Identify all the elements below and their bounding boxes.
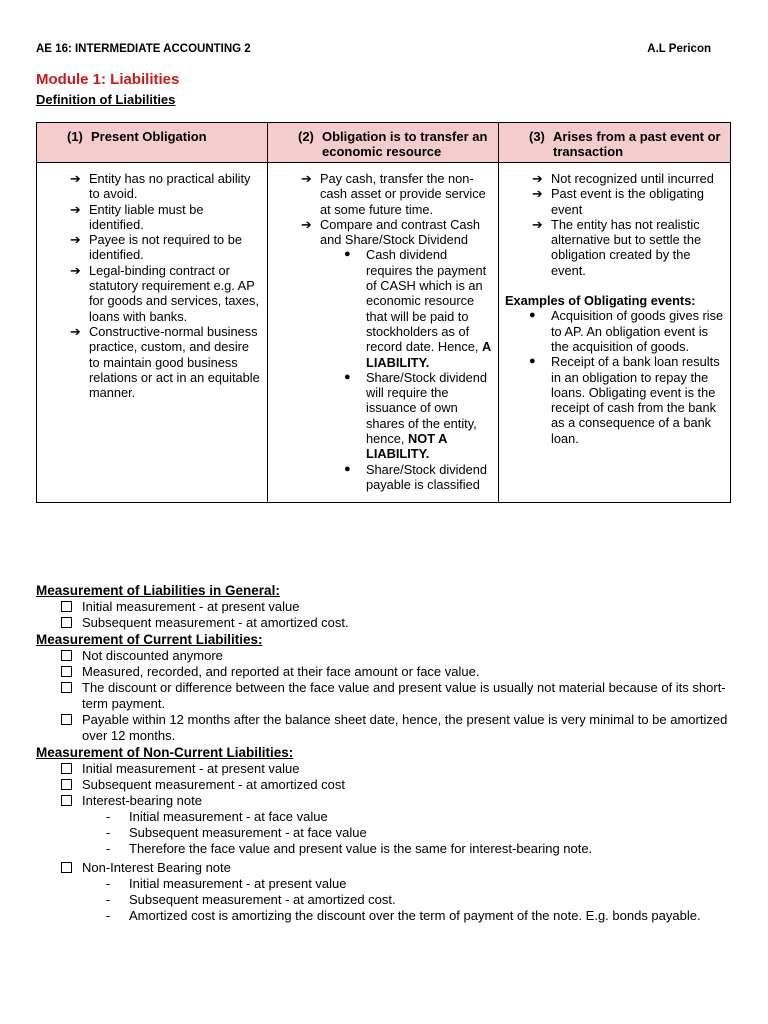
- checklist-item: Initial measurement - at present value: [36, 761, 730, 777]
- column-3-body: [499, 163, 731, 503]
- list-item: ➔ Past event is the obligating event: [532, 186, 704, 217]
- checklist-item: Subsequent measurement - at amortized cost: [36, 777, 730, 793]
- sub-item: - Subsequent measurement - at amortized cost.: [106, 892, 396, 907]
- checkbox-icon: [61, 714, 72, 725]
- arrow-icon: ➔: [70, 232, 81, 248]
- column-2-body: [268, 163, 499, 503]
- bullet-icon: ●: [529, 355, 536, 368]
- list-item: ➔ Legal-binding contract or statutory requirement e.g. AP for goods and services, taxes, loans with banks.: [70, 262, 260, 324]
- examples-title: Examples of Obligating events:: [505, 293, 696, 309]
- checkbox-icon: [61, 779, 72, 790]
- list-item: ➔ Pay cash, transfer the non-cash asset or provide service at some future time.: [301, 171, 486, 217]
- definition-title: Definition of Liabilities: [36, 92, 176, 107]
- list-item: ● Acquisition of goods gives rise to AP. An obligation event is the acquisition of goods.: [529, 308, 724, 354]
- list-item: ● Cash dividend requires the payment of CASH which is an economic resource that will be paid to stockholders as of record date. Hence, A LIABILITY.: [344, 247, 491, 370]
- arrow-icon: ➔: [70, 262, 81, 278]
- checkbox-icon: [61, 650, 72, 661]
- checkbox-icon: [61, 666, 72, 677]
- arrow-icon: ➔: [301, 171, 312, 186]
- sub-item: - Initial measurement - at face value: [106, 809, 328, 824]
- checklist-item: Non-Interest Bearing note: [36, 860, 730, 876]
- arrow-icon: ➔: [532, 186, 543, 202]
- checkbox-icon: [61, 601, 72, 612]
- course-title: AE 16: INTERMEDIATE ACCOUNTING 2: [36, 43, 251, 55]
- sub-item: - Subsequent measurement - at face value: [106, 825, 367, 840]
- checklist-item: Subsequent measurement - at amortized cost.: [36, 615, 730, 631]
- checklist-item: The discount or difference between the face value and present value is usually not material because of its short-term payment.: [36, 680, 730, 712]
- list-item: ➔ Not recognized until incurred: [532, 171, 714, 186]
- module-title: Module 1: Liabilities: [36, 71, 180, 88]
- arrow-icon: ➔: [532, 216, 543, 232]
- list-item: ➔ Payee is not required to be identified.: [70, 232, 242, 263]
- column-header-1: (1) Present Obligation: [37, 123, 268, 163]
- checkbox-icon: [61, 682, 72, 693]
- measurement-sections: [36, 582, 730, 924]
- page-header: [36, 43, 711, 55]
- list-item: ➔ Compare and contrast Cash and Share/Stock Dividend ● Cash dividend requires the payment of CASH which is an economic resource that will be paid to stockholders as of record date. Hence, A LIABILITY. ● Share/Stock dividend will require the issuance of own shares of the entity, hence, NOT A LIABILITY. ● Share/Stock dividend payable is classified: [301, 216, 491, 492]
- checkbox-icon: [61, 862, 72, 873]
- bullet-icon: ●: [529, 309, 536, 322]
- arrow-icon: ➔: [301, 216, 312, 232]
- section-title: Measurement of Current Liabilities:: [36, 632, 263, 647]
- arrow-icon: ➔: [70, 201, 81, 217]
- column-header-2: (2) Obligation is to transfer an economic resource: [268, 123, 499, 163]
- sub-item: - Therefore the face value and present value is the same for interest-bearing note.: [106, 841, 593, 856]
- list-item: ➔ Constructive-normal business practice, custom, and desire to maintain good business relations or act in an equitable manner.: [70, 323, 260, 401]
- checklist-item: Interest-bearing note: [36, 793, 730, 809]
- checklist-item: Not discounted anymore: [36, 648, 730, 664]
- column-header-3: (3) Arises from a past event or transaction: [499, 123, 731, 163]
- bullet-icon: ●: [344, 370, 351, 383]
- column-1-body: [37, 163, 268, 503]
- sub-item: - Initial measurement - at present value: [106, 876, 347, 891]
- section-title: Measurement of Liabilities in General:: [36, 583, 280, 598]
- checklist-item: Initial measurement - at present value: [36, 599, 730, 615]
- checklist-item: Payable within 12 months after the balance sheet date, hence, the present value is very minimal to be amortized over 12 months.: [36, 712, 730, 744]
- list-item: ● Receipt of a bank loan results in an obligation to repay the loans. Obligating event is the receipt of cash from the bank as a consequence of a bank loan.: [529, 354, 720, 446]
- checkbox-icon: [61, 617, 72, 628]
- list-item: ➔ Entity liable must be identified.: [70, 201, 204, 232]
- liabilities-definition-table: [36, 122, 731, 503]
- arrow-icon: ➔: [70, 171, 81, 186]
- bullet-icon: ●: [344, 248, 351, 261]
- checkbox-icon: [61, 763, 72, 774]
- checkbox-icon: [61, 795, 72, 806]
- section-title: Measurement of Non-Current Liabilities:: [36, 745, 294, 760]
- arrow-icon: ➔: [532, 171, 543, 186]
- sub-item: - Amortized cost is amortizing the discount over the term of payment of the note. E.g. bonds payable.: [106, 908, 701, 923]
- list-item: ➔ The entity has not realistic alternative but to settle the obligation created by the event.: [532, 216, 702, 278]
- author-name: A.L Pericon: [647, 43, 711, 55]
- arrow-icon: ➔: [70, 323, 81, 339]
- bullet-icon: ●: [344, 462, 351, 475]
- checklist-item: Measured, recorded, and reported at their face amount or face value.: [36, 664, 730, 680]
- list-item: ● Share/Stock dividend payable is classified: [344, 461, 487, 492]
- list-item: ● Share/Stock dividend will require the issuance of own shares of the entity, hence, NOT A LIABILITY.: [344, 369, 487, 462]
- list-item: ➔ Entity has no practical ability to avoid.: [70, 171, 251, 202]
